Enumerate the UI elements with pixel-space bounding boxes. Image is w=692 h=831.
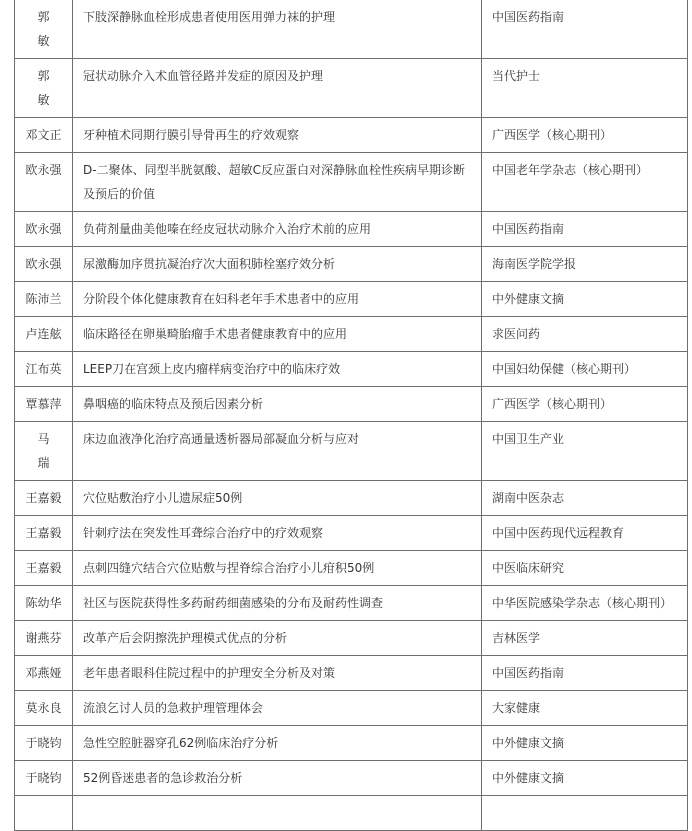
author-cell: 陈沛兰 [15, 282, 73, 317]
title-cell: 临床路径在卵巢畸胎瘤手术患者健康教育中的应用 [73, 317, 482, 352]
author-cell: 谢燕芬 [15, 621, 73, 656]
author-cell: 覃慕萍 [15, 387, 73, 422]
journal-cell: 中华医院感染学杂志（核心期刊） [482, 586, 688, 621]
table-row [15, 422, 688, 481]
table-row [15, 282, 688, 317]
table-row [15, 691, 688, 726]
table-row [15, 761, 688, 796]
table-row [15, 153, 688, 212]
table-row [15, 212, 688, 247]
author-name: 郭 敏 [37, 69, 50, 107]
table-row [15, 59, 688, 118]
journal-cell: 中医临床研究 [482, 551, 688, 586]
table-row [15, 516, 688, 551]
journal-cell: 中国医药指南 [482, 656, 688, 691]
title-cell: 针刺疗法在突发性耳聋综合治疗中的疗效观察 [73, 516, 482, 551]
title-cell: 流浪乞讨人员的急救护理管理体会 [73, 691, 482, 726]
author-cell: 邓燕娅 [15, 656, 73, 691]
journal-cell: 中外健康文摘 [482, 726, 688, 761]
publication-table-body [15, 0, 688, 831]
title-cell: 急性空腔脏器穿孔62例临床治疗分析 [73, 726, 482, 761]
table-row [15, 726, 688, 761]
author-cell: 王嘉毅 [15, 481, 73, 516]
table-row [15, 621, 688, 656]
author-cell: 邓文正 [15, 118, 73, 153]
title-cell: 社区与医院获得性多药耐药细菌感染的分布及耐药性调查 [73, 586, 482, 621]
table-row [15, 0, 688, 59]
journal-cell: 广西医学（核心期刊） [482, 387, 688, 422]
title-cell: 床边血液净化治疗高通量透析器局部凝血分析与应对 [73, 422, 482, 481]
author-cell [15, 422, 73, 481]
title-cell: 老年患者眼科住院过程中的护理安全分析及对策 [73, 656, 482, 691]
author-cell: 王嘉毅 [15, 551, 73, 586]
title-cell: 牙种植术同期行膜引导骨再生的疗效观察 [73, 118, 482, 153]
author-cell-empty [15, 796, 73, 831]
author-cell: 陈幼华 [15, 586, 73, 621]
journal-cell: 中国老年学杂志（核心期刊） [482, 153, 688, 212]
table-row [15, 387, 688, 422]
author-cell [15, 59, 73, 118]
journal-cell: 求医问药 [482, 317, 688, 352]
journal-cell: 中国妇幼保健（核心期刊） [482, 352, 688, 387]
title-cell: 改革产后会阴擦洗护理模式优点的分析 [73, 621, 482, 656]
journal-cell: 大家健康 [482, 691, 688, 726]
table-row [15, 247, 688, 282]
publication-table [14, 0, 688, 831]
author-cell: 于晓钧 [15, 761, 73, 796]
author-cell: 江布英 [15, 352, 73, 387]
title-cell: 点刺四缝穴结合穴位贴敷与捏脊综合治疗小儿疳积50例 [73, 551, 482, 586]
title-cell: 负荷剂量曲美他嗪在经皮冠状动脉介入治疗术前的应用 [73, 212, 482, 247]
journal-cell: 当代护士 [482, 59, 688, 118]
journal-cell: 中外健康文摘 [482, 761, 688, 796]
author-cell: 王嘉毅 [15, 516, 73, 551]
journal-cell: 湖南中医杂志 [482, 481, 688, 516]
author-cell: 于晓钧 [15, 726, 73, 761]
table-row [15, 551, 688, 586]
table-row [15, 352, 688, 387]
journal-cell: 中外健康文摘 [482, 282, 688, 317]
title-cell-empty [73, 796, 482, 831]
author-name: 马 瑞 [37, 432, 50, 470]
author-cell: 欧永强 [15, 212, 73, 247]
journal-cell: 中国医药指南 [482, 212, 688, 247]
table-row [15, 317, 688, 352]
table-row [15, 656, 688, 691]
title-cell: D-二聚体、同型半胱氨酸、超敏C反应蛋白对深静脉血栓性疾病早期诊断及预后的价值 [73, 153, 482, 212]
title-cell: LEEP刀在宫颈上皮内瘤样病变治疗中的临床疗效 [73, 352, 482, 387]
title-cell: 尿激酶加序贯抗凝治疗次大面积肺栓塞疗效分析 [73, 247, 482, 282]
author-cell: 欧永强 [15, 247, 73, 282]
title-cell: 52例昏迷患者的急诊救治分析 [73, 761, 482, 796]
journal-cell: 中国中医药现代远程教育 [482, 516, 688, 551]
author-name: 郭 敏 [37, 10, 50, 48]
table-row-partial [15, 796, 688, 831]
journal-cell: 中国卫生产业 [482, 422, 688, 481]
title-cell: 分阶段个体化健康教育在妇科老年手术患者中的应用 [73, 282, 482, 317]
title-cell: 穴位贴敷治疗小儿遗尿症50例 [73, 481, 482, 516]
journal-cell: 广西医学（核心期刊） [482, 118, 688, 153]
table-row [15, 586, 688, 621]
table-row [15, 481, 688, 516]
journal-cell: 中国医药指南 [482, 0, 688, 59]
author-cell: 莫永良 [15, 691, 73, 726]
journal-cell: 吉林医学 [482, 621, 688, 656]
author-cell: 欧永强 [15, 153, 73, 212]
title-cell: 鼻咽癌的临床特点及预后因素分析 [73, 387, 482, 422]
publication-table-container [14, 0, 687, 831]
journal-cell: 海南医学院学报 [482, 247, 688, 282]
journal-cell-empty [482, 796, 688, 831]
author-cell [15, 0, 73, 59]
table-row [15, 118, 688, 153]
title-cell: 下肢深静脉血栓形成患者使用医用弹力袜的护理 [73, 0, 482, 59]
title-cell: 冠状动脉介入术血管径路并发症的原因及护理 [73, 59, 482, 118]
author-cell: 卢连舷 [15, 317, 73, 352]
